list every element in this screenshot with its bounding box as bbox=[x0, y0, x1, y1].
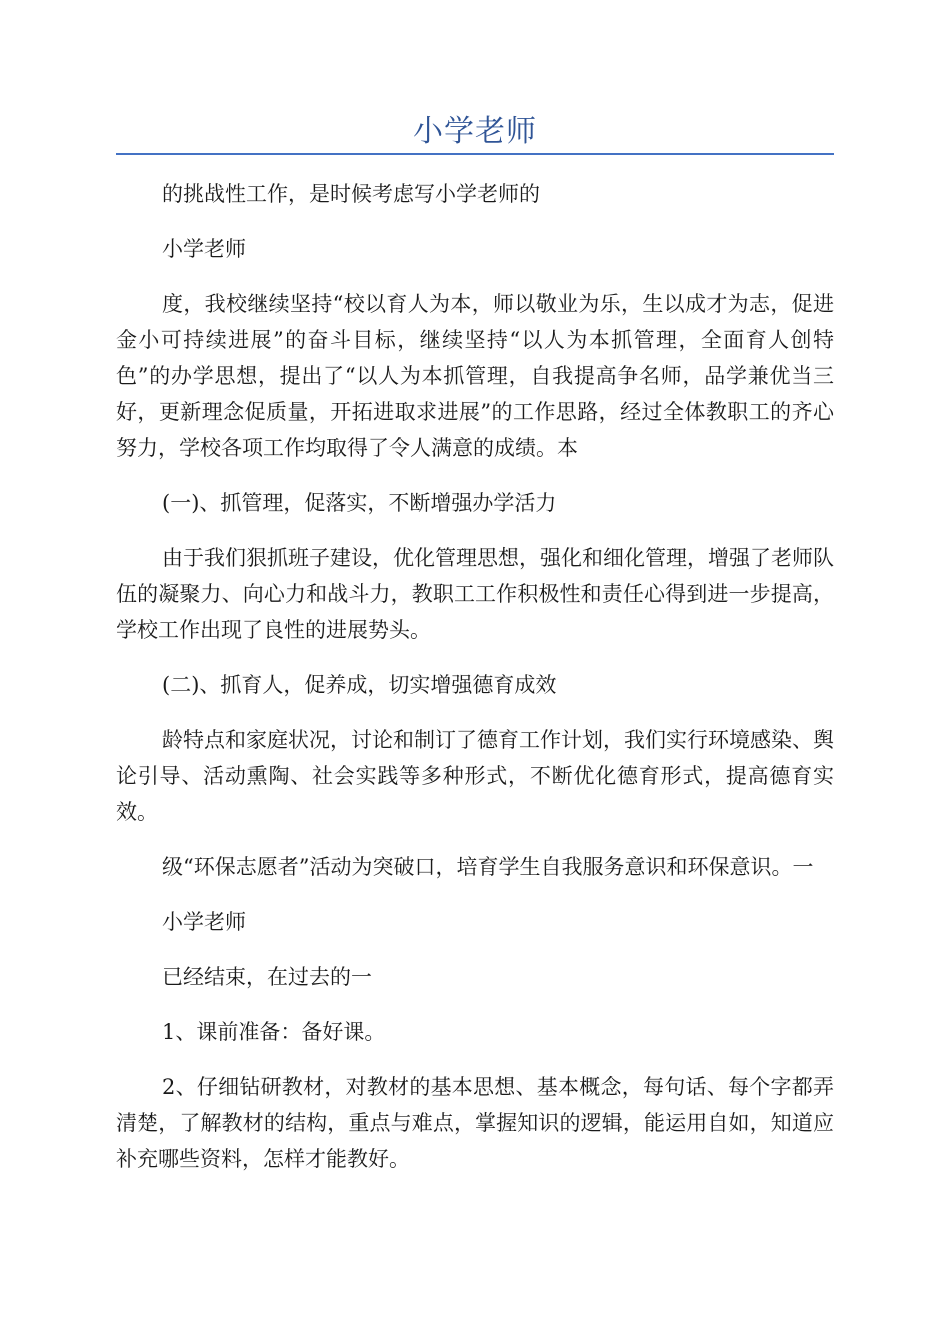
paragraph: 小学老师 bbox=[162, 910, 246, 934]
paragraph: 的挑战性工作，是时候考虑写小学老师的 bbox=[162, 182, 540, 206]
page-title: 小学老师 bbox=[413, 114, 537, 149]
paragraph: 龄特点和家庭状况，讨论和制订了德育工作计划，我们实行环境感染、舆论引导、活动熏陶、社会实践等多种形式，不断优化德育形式，提高德育实效。 bbox=[116, 728, 834, 824]
list-item: 1、课前准备：备好课。 bbox=[162, 1020, 386, 1044]
paragraph: 度，我校继续坚持“校以育人为本，师以敬业为乐，生以成才为志，促进金小可持续进展”的奋斗目标，继续坚持“以人为本抓管理，全面育人创特色”的办学思想，提出了“以人为本抓管理，自我提高争名师，品学兼优当三好，更新理念促质量，开拓进取求进展”的工作思路，经过全体教职工的齐心努力，学校各项工作均取得了令人满意的成绩。本 bbox=[116, 292, 834, 460]
paragraph: 由于我们狠抓班子建设，优化管理思想，强化和细化管理，增强了老师队伍的凝聚力、向心力和战斗力，教职工工作积极性和责任心得到进一步提高，学校工作出现了良性的进展势头。 bbox=[116, 546, 834, 642]
paragraph: 已经结束，在过去的一 bbox=[162, 965, 372, 989]
document-body bbox=[116, 176, 834, 1196]
section-heading: (一)、抓管理，促落实，不断增强办学活力 bbox=[162, 491, 557, 515]
paragraph: 小学老师 bbox=[162, 237, 246, 261]
paragraph: 级“环保志愿者”活动为突破口，培育学生自我服务意识和环保意识。一 bbox=[162, 855, 814, 879]
title-underline bbox=[116, 153, 834, 155]
section-heading: (二)、抓育人，促养成，切实增强德育成效 bbox=[162, 673, 557, 697]
list-item: 2、仔细钻研教材，对教材的基本思想、基本概念，每句话、每个字都弄清楚，了解教材的结构，重点与难点，掌握知识的逻辑，能运用自如，知道应补充哪些资料，怎样才能教好。 bbox=[116, 1075, 834, 1171]
